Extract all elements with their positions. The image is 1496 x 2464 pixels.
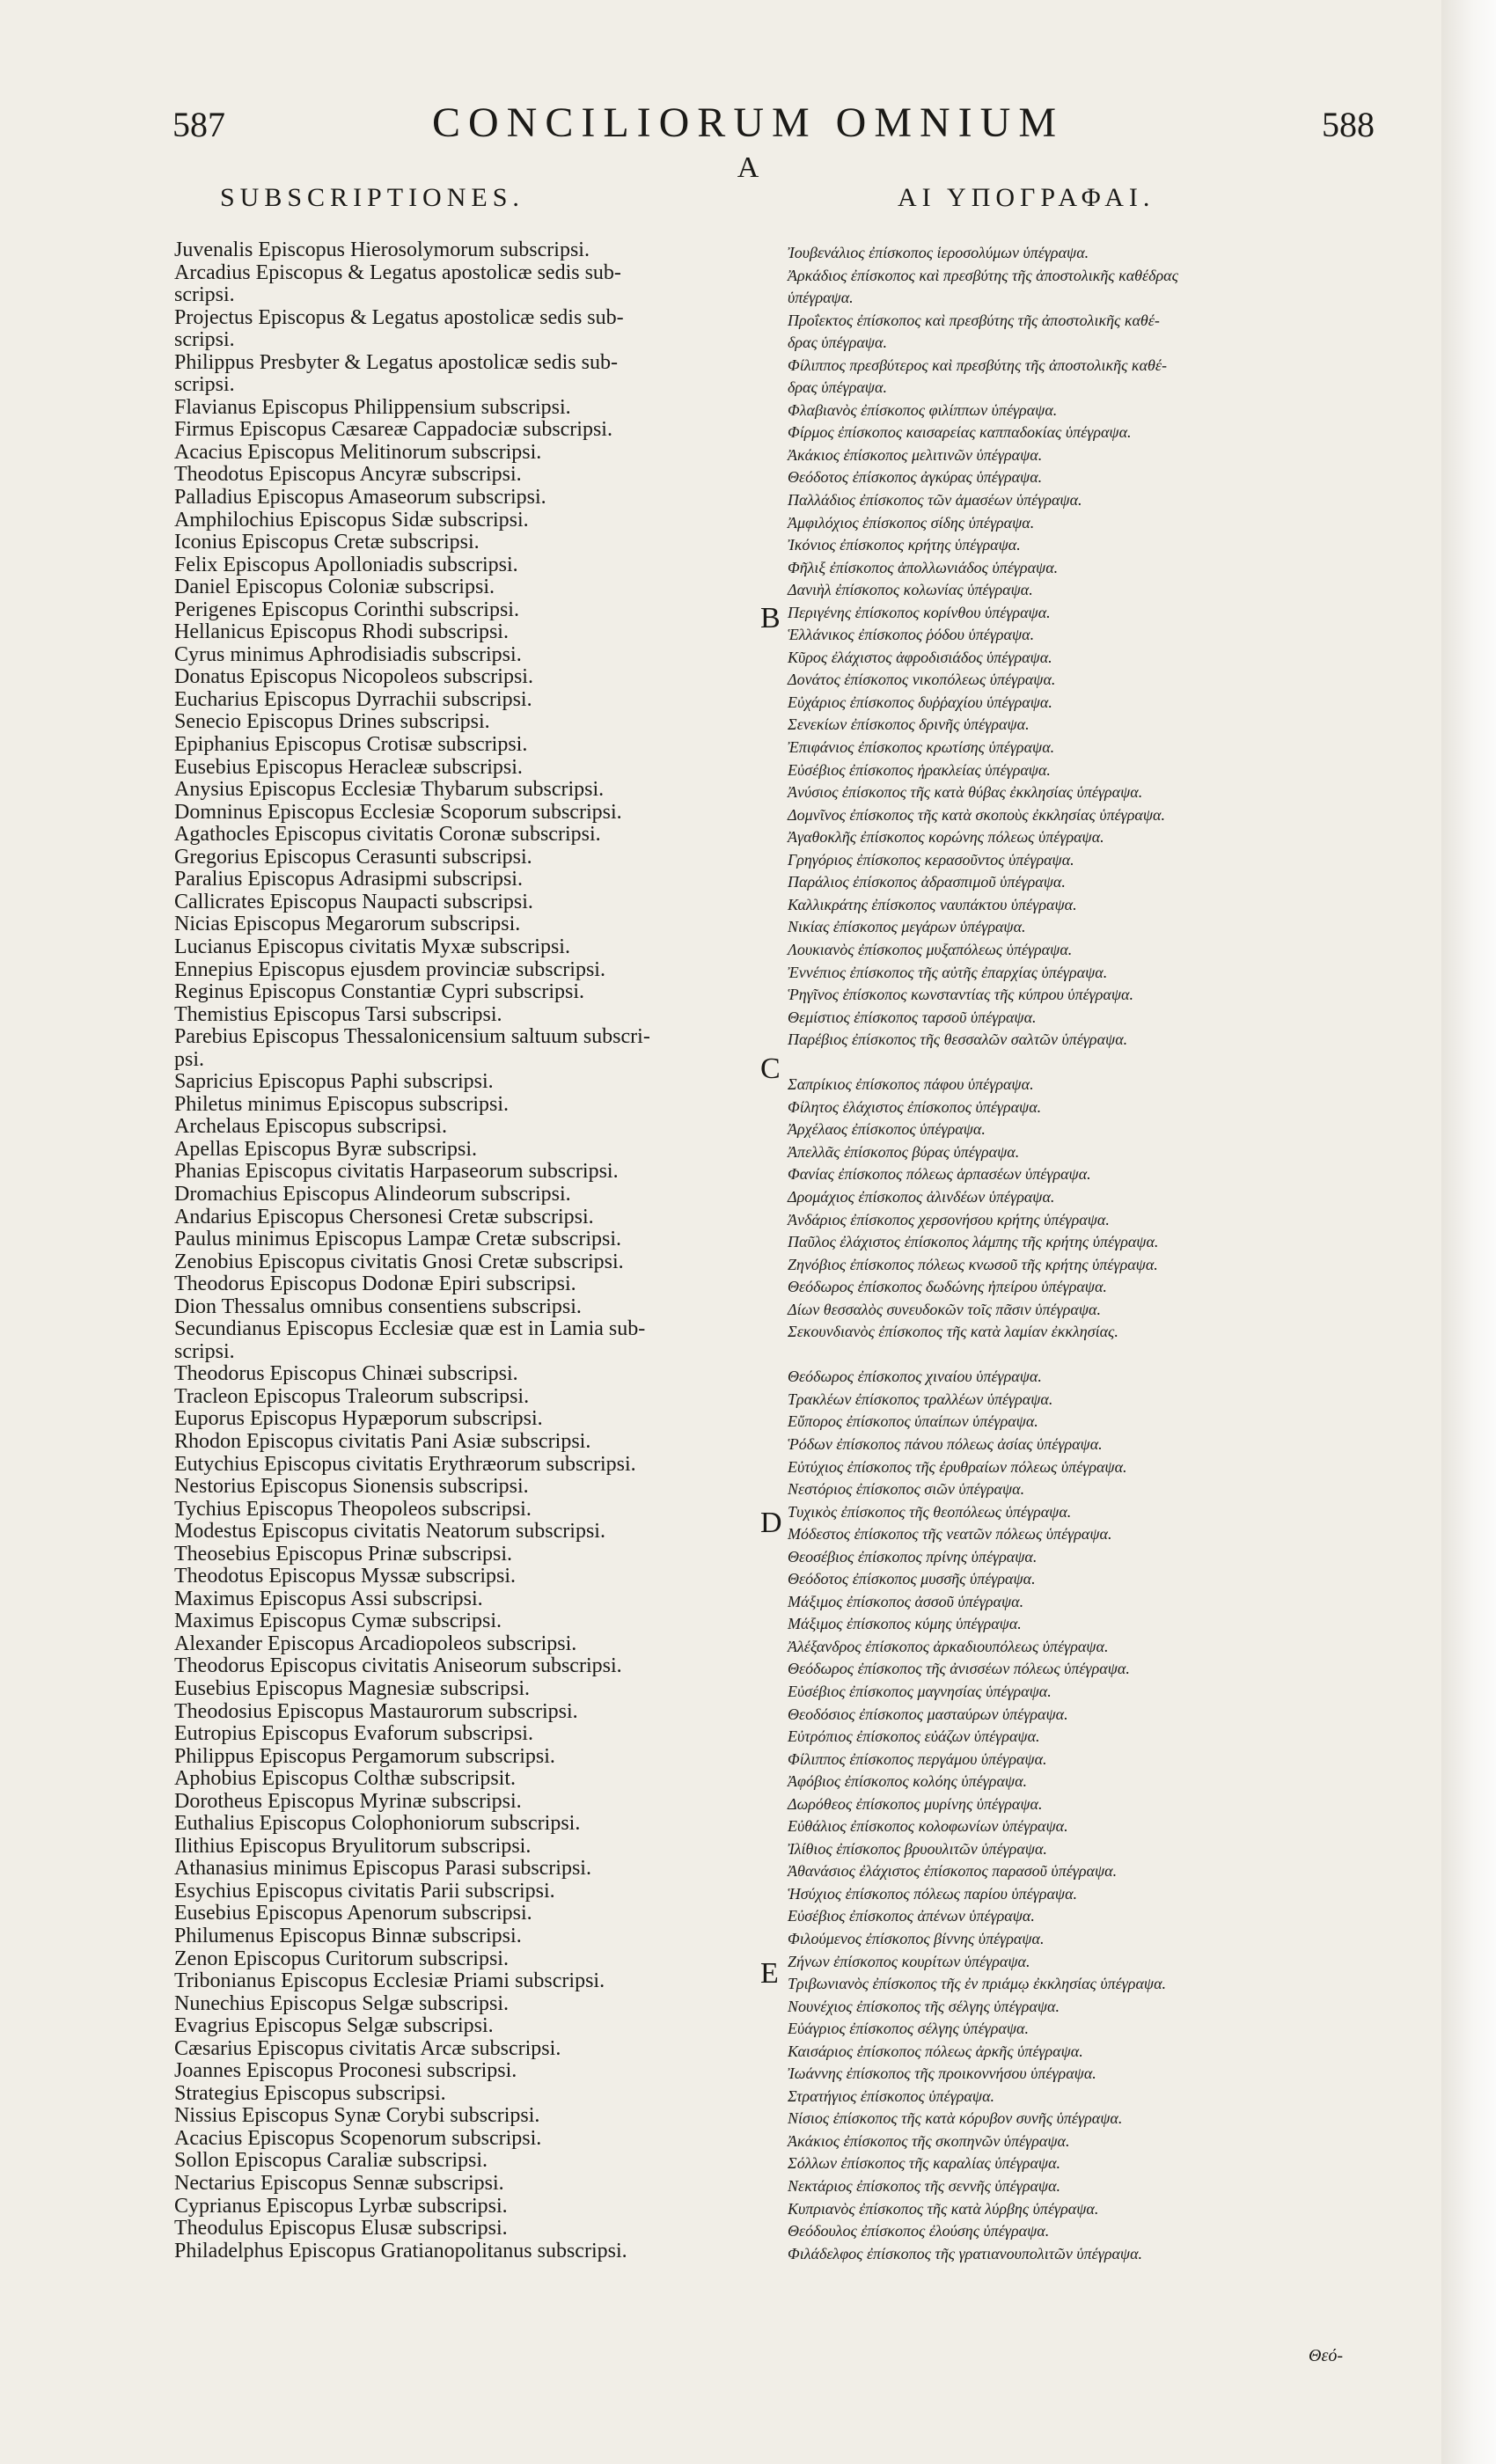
greek-subscription-line: Λουκιανὸς ἐπίσκοπος μυξαπόλεως ὑπέγραψα.	[788, 940, 1073, 958]
latin-subscription-line: Eutropius Episcopus Evaforum subscripsi.	[174, 1722, 533, 1746]
greek-subscription-line: Εὐχάριος ἐπίσκοπος δυῤῥαχίου ὑπέγραψα.	[788, 693, 1052, 711]
greek-subscription-line: Θεόδωρος ἐπίσκοπος χιναίου ὑπέγραψα.	[788, 1368, 1042, 1386]
latin-subscription-line: Donatus Episcopus Nicopoleos subscripsi.	[174, 665, 533, 689]
latin-subscription-line: Dromachius Episcopus Alindeorum subscripsi.	[174, 1182, 571, 1206]
greek-subscription-line: Σενεκίων ἐπίσκοπος δρινῆς ὑπέγραψα.	[788, 715, 1030, 734]
latin-subscription-line: Acacius Episcopus Scopenorum subscripsi.	[174, 2126, 542, 2150]
latin-subscription-line: scripsi.	[174, 373, 235, 397]
latin-subscription-line: Maximus Episcopus Cymæ subscripsi.	[174, 1610, 502, 1633]
latin-subscription-line: scripsi.	[174, 1339, 235, 1363]
latin-subscription-line: Paulus minimus Episcopus Lampæ Cretæ subscripsi.	[174, 1228, 621, 1251]
greek-subscription-line: Τρακλέων ἐπίσκοπος τραλλέων ὑπέγραψα.	[788, 1390, 1053, 1408]
greek-subscription-line: Ἀνδάριος ἐπίσκοπος χερσονήσου κρήτης ὑπέγραψα.	[788, 1210, 1110, 1228]
catchword: Θεό-	[1309, 2346, 1343, 2365]
greek-subscription-line: Καλλικράτης ἐπίσκοπος ναυπάκτου ὑπέγραψα.	[788, 895, 1077, 913]
latin-subscription-line: Epiphanius Episcopus Crotisæ subscripsi.	[174, 733, 528, 757]
greek-subscription-line: Ζηνόβιος ἐπίσκοπος πόλεως κνωσοῦ τῆς κρήτης ὑπέγραψα.	[788, 1255, 1158, 1273]
latin-subscription-line: Secundianus Episcopus Ecclesiæ quæ est in Lamia sub-	[174, 1317, 646, 1341]
page-edge-shadow	[1441, 0, 1496, 2464]
latin-subscription-line: Nicias Episcopus Megarorum subscripsi.	[174, 913, 521, 936]
latin-subscription-line: Aphobius Episcopus Colthæ subscripsit.	[174, 1767, 517, 1791]
latin-subscription-line: Theodorus Episcopus civitatis Aniseorum subscripsi.	[174, 1654, 622, 1678]
page-number-right: 588	[1322, 105, 1375, 144]
greek-subscription-line: Ἀθανάσιος ἐλάχιστος ἐπίσκοπος παρασοῦ ὑπέγραψα.	[788, 1862, 1118, 1881]
latin-subscription-line: Firmus Episcopus Cæsareæ Cappadociæ subscripsi.	[174, 418, 612, 442]
margin-marker-c: C	[760, 1052, 781, 1085]
greek-subscription-line: Δομνῖνος ἐπίσκοπος τῆς κατὰ σκοποὺς ἐκκλησίας ὑπέγραψα.	[788, 805, 1165, 824]
greek-subscription-line: Εὐθάλιος ἐπίσκοπος κολοφωνίων ὑπέγραψα.	[788, 1817, 1068, 1836]
latin-subscription-line: Theosebius Episcopus Prinæ subscripsi.	[174, 1542, 512, 1566]
latin-subscription-line: Felix Episcopus Apolloniadis subscripsi.	[174, 553, 518, 576]
greek-subscription-line: Ζήνων ἐπίσκοπος κουρίτων ὑπέγραψα.	[788, 1952, 1030, 1970]
latin-subscription-line: Lucianus Episcopus civitatis Myxæ subscripsi.	[174, 935, 570, 958]
greek-subscription-line: Καισάριος ἐπίσκοπος πόλεως ἀρκῆς ὑπέγραψα.	[788, 2042, 1083, 2060]
latin-subscription-line: Andarius Episcopus Chersonesi Cretæ subscripsi.	[174, 1205, 594, 1228]
latin-subscription-line: Dion Thessalus omnibus consentiens subscripsi.	[174, 1294, 582, 1318]
latin-subscription-line: Esychius Episcopus civitatis Parii subscripsi.	[174, 1879, 555, 1903]
greek-subscription-line: Θεόδοτος ἐπίσκοπος ἀγκύρας ὑπέγραψα.	[788, 468, 1043, 487]
latin-subscription-line: Reginus Episcopus Constantiæ Cypri subscripsi.	[174, 980, 585, 1004]
latin-subscription-line: scripsi.	[174, 328, 235, 352]
greek-subscription-line: Θεμίστιος ἐπίσκοπος ταρσοῦ ὑπέγραψα.	[788, 1008, 1037, 1026]
greek-subscription-line: Μόδεστος ἐπίσκοπος τῆς νεατῶν πόλεως ὑπέγραψα.	[788, 1525, 1112, 1544]
latin-subscription-line: Philippus Presbyter & Legatus apostolicæ sedis sub-	[174, 350, 618, 374]
greek-subscription-line: Νεστόριος ἐπίσκοπος σιῶν ὑπέγραψα.	[788, 1480, 1025, 1499]
latin-subscription-line: Domninus Episcopus Ecclesiæ Scoporum subscripsi.	[174, 800, 622, 824]
greek-subscription-line: Φιλάδελφος ἐπίσκοπος τῆς γρατιανουπολιτῶν ὑπέγραψα.	[788, 2244, 1143, 2262]
greek-subscription-line: Ἀνύσιος ἐπίσκοπος τῆς κατὰ θύβας ἐκκλησίας ὑπέγραψα.	[788, 783, 1143, 802]
latin-subscription-line: Tracleon Episcopus Traleorum subscripsi.	[174, 1384, 530, 1408]
latin-subscription-line: Nunechius Episcopus Selgæ subscripsi.	[174, 1991, 509, 2015]
greek-subscription-line: Ἀφόβιος ἐπίσκοπος κολόης ὑπέγραψα.	[788, 1772, 1028, 1791]
latin-subscription-line: Cæsarius Episcopus civitatis Arcæ subscripsi.	[174, 2036, 561, 2060]
latin-subscription-line: Philippus Episcopus Pergamorum subscripsi.	[174, 1744, 555, 1768]
latin-subscription-line: Cyprianus Episcopus Lyrbæ subscripsi.	[174, 2194, 508, 2218]
greek-subscription-line: Ἀκάκιος ἐπίσκοπος μελιτινῶν ὑπέγραψα.	[788, 445, 1043, 464]
greek-subscription-line: Θεόδοτος ἐπίσκοπος μυσσῆς ὑπέγραψα.	[788, 1570, 1036, 1588]
greek-subscription-line: Νεκτάριος ἐπίσκοπος τῆς σεννῆς ὑπέγραψα.	[788, 2177, 1061, 2196]
latin-subscription-line: Joannes Episcopus Proconesi subscripsi.	[174, 2059, 517, 2083]
latin-subscription-line: Eucharius Episcopus Dyrrachii subscripsi.	[174, 687, 532, 711]
latin-subscription-line: Daniel Episcopus Coloniæ subscripsi.	[174, 576, 495, 599]
greek-subscription-line: Φίρμος ἐπίσκοπος καισαρείας καππαδοκίας ὑπέγραψα.	[788, 423, 1132, 442]
greek-subscription-line: Εὐάγριος ἐπίσκοπος σέλγης ὑπέγραψα.	[788, 2020, 1029, 2038]
page-number-left: 587	[172, 105, 225, 144]
latin-subscription-line: Theodotus Episcopus Myssæ subscripsi.	[174, 1565, 517, 1588]
greek-subscription-line: Γρηγόριος ἐπίσκοπος κερασοῦντος ὑπέγραψα.	[788, 850, 1074, 869]
latin-subscription-line: Eusebius Episcopus Heracleæ subscripsi.	[174, 755, 523, 779]
latin-subscription-line: Flavianus Episcopus Philippensium subscripsi.	[174, 395, 571, 419]
latin-subscription-line: Dorotheus Episcopus Myrinæ subscripsi.	[174, 1789, 522, 1813]
latin-subscription-line: Philetus minimus Episcopus subscripsi.	[174, 1092, 510, 1116]
greek-subscription-line: Δρομάχιος ἐπίσκοπος ἀλινδέων ὑπέγραψα.	[788, 1187, 1055, 1206]
greek-subscription-line: Ἀρχέλαος ἐπίσκοπος ὑπέγραψα.	[788, 1120, 986, 1139]
latin-subscription-line: Theodosius Episcopus Mastaurorum subscripsi.	[174, 1699, 578, 1723]
greek-subscription-line: Φιλούμενος ἐπίσκοπος βίννης ὑπέγραψα.	[788, 1930, 1045, 1948]
latin-subscription-line: Projectus Episcopus & Legatus apostolicæ sedis sub-	[174, 305, 624, 329]
latin-subscription-line: Eusebius Episcopus Magnesiæ subscripsi.	[174, 1677, 530, 1700]
greek-subscription-line: Ἀμφιλόχιος ἐπίσκοπος σίδης ὑπέγραψα.	[788, 513, 1035, 532]
latin-subscription-line: Euthalius Episcopus Colophoniorum subscripsi.	[174, 1812, 581, 1836]
latin-subscription-line: Philadelphus Episcopus Gratianopolitanus subscripsi.	[174, 2239, 627, 2262]
latin-subscription-line: Palladius Episcopus Amaseorum subscripsi.	[174, 486, 546, 510]
greek-subscription-line: Θεόδωρος ἐπίσκοπος τῆς ἀνισσέων πόλεως ὑπέγραψα.	[788, 1660, 1130, 1678]
latin-subscription-line: Acacius Episcopus Melitinorum subscripsi.	[174, 440, 542, 464]
latin-subscription-line: Themistius Episcopus Tarsi subscripsi.	[174, 1002, 502, 1026]
margin-marker-e: E	[760, 1957, 779, 1990]
greek-subscription-line: Σόλλων ἐπίσκοπος τῆς καραλίας ὑπέγραψα.	[788, 2154, 1061, 2173]
latin-subscription-line: Theodorus Episcopus Dodonæ Epiri subscripsi.	[174, 1272, 576, 1296]
latin-column	[174, 239, 746, 2262]
latin-subscription-line: Maximus Episcopus Assi subscripsi.	[174, 1587, 483, 1610]
column-gap	[788, 1344, 1368, 1367]
greek-subscription-line: Νικίας ἐπίσκοπος μεγάρων ὑπέγραψα.	[788, 918, 1026, 936]
latin-subscription-line: Evagrius Episcopus Selgæ subscripsi.	[174, 2014, 494, 2038]
greek-subscription-line: Στρατήγιος ἐπίσκοπος ὑπέγραψα.	[788, 2086, 995, 2105]
greek-subscription-line: Ἰκόνιος ἐπίσκοπος κρήτης ὑπέγραψα.	[788, 536, 1021, 554]
greek-subscription-line: Παράλιος ἐπίσκοπος ἀδρασπιμοῦ ὑπέγραψα.	[788, 873, 1066, 891]
latin-subscription-line: Tychius Episcopus Theopoleos subscripsi.	[174, 1497, 532, 1521]
greek-subscription-line: Σεκουνδιανὸς ἐπίσκοπος τῆς κατὰ λαμίαν ἐκκλησίας.	[788, 1323, 1118, 1341]
greek-subscription-line: Εὐτρόπιος ἐπίσκοπος εὐάζων ὑπέγραψα.	[788, 1727, 1040, 1746]
running-title: CONCILIORUM OMNIUM	[431, 99, 1064, 146]
greek-subscription-line: Ἀκάκιος ἐπίσκοπος τῆς σκοπηνῶν ὑπέγραψα.	[788, 2131, 1070, 2150]
greek-subscription-line: Δίων θεσσαλὸς συνευδοκῶν τοῖς πᾶσιν ὑπέγραψα.	[788, 1300, 1101, 1318]
latin-subscription-line: Theodorus Episcopus Chinæi subscripsi.	[174, 1362, 518, 1386]
greek-subscription-line: Τυχικὸς ἐπίσκοπος τῆς θεοπόλεως ὑπέγραψα.	[788, 1502, 1072, 1521]
greek-subscription-line: Παρέβιος ἐπίσκοπος τῆς θεσσαλῶν σαλτῶν ὑπέγραψα.	[788, 1030, 1128, 1049]
latin-subscription-line: Cyrus minimus Aphrodisiadis subscripsi.	[174, 642, 522, 666]
margin-marker-d: D	[760, 1507, 782, 1539]
latin-subscription-line: Euporus Episcopus Hypæporum subscripsi.	[174, 1407, 543, 1431]
greek-subscription-line: Θεόδουλος ἐπίσκοπος ἐλούσης ὑπέγραψα.	[788, 2222, 1050, 2240]
latin-subscription-line: Agathocles Episcopus civitatis Coronæ subscripsi.	[174, 823, 601, 847]
greek-subscription-line: Κυπριανὸς ἐπίσκοπος τῆς κατὰ λύρβης ὑπέγραψα.	[788, 2199, 1099, 2218]
latin-subscription-line: Phanias Episcopus civitatis Harpaseorum subscripsi.	[174, 1160, 619, 1184]
greek-subscription-line: δρας ὑπέγραψα.	[788, 378, 887, 397]
greek-subscription-line: Νουνέχιος ἐπίσκοπος τῆς σέλγης ὑπέγραψα.	[788, 1997, 1060, 2015]
latin-subscription-line: Paralius Episcopus Adrasipmi subscripsi.	[174, 868, 523, 891]
greek-subscription-line: Κῦρος ἐλάχιστος ἀφροδισιάδος ὑπέγραψα.	[788, 648, 1052, 666]
latin-subscription-line: Sollon Episcopus Caraliæ subscripsi.	[174, 2149, 488, 2173]
latin-subscription-line: Ennepius Episcopus ejusdem provinciæ subscripsi.	[174, 957, 605, 981]
greek-subscription-line: Προΐεκτος ἐπίσκοπος καὶ πρεσβύτης τῆς ἀποστολικῆς καθέ-	[788, 311, 1160, 329]
latin-subscription-line: Theodulus Episcopus Elusæ subscripsi.	[174, 2217, 508, 2240]
latin-subscription-line: Anysius Episcopus Ecclesiæ Thybarum subscripsi.	[174, 778, 605, 802]
greek-subscription-line: Φλαβιανὸς ἐπίσκοπος φιλίππων ὑπέγραψα.	[788, 400, 1058, 419]
greek-subscription-line: Ἀγαθοκλῆς ἐπίσκοπος κορώνης πόλεως ὑπέγραψα.	[788, 828, 1104, 847]
greek-subscription-line: Ἐννέπιος ἐπίσκοπος τῆς αὐτῆς ἐπαρχίας ὑπέγραψα.	[788, 963, 1108, 981]
greek-subscription-line: Περιγένης ἐπίσκοπος κορίνθου ὑπέγραψα.	[788, 603, 1051, 621]
latin-subscription-line: psi.	[174, 1047, 205, 1071]
greek-subscription-line: Ἀρκάδιος ἐπίσκοπος καὶ πρεσβύτης τῆς ἀποστολικῆς καθέδρας	[788, 266, 1178, 284]
greek-subscription-line: Ἀλέξανδρος ἐπίσκοπος ἀρκαδιουπόλεως ὑπέγραψα.	[788, 1637, 1109, 1655]
latin-subscription-line: Apellas Episcopus Byræ subscripsi.	[174, 1137, 477, 1161]
greek-subscription-line: δρας ὑπέγραψα.	[788, 334, 887, 352]
greek-subscription-line: Φανίας ἐπίσκοπος πόλεως ἁρπασέων ὑπέγραψα.	[788, 1165, 1091, 1184]
latin-subscription-line: Ilithius Episcopus Bryulitorum subscripsi.	[174, 1834, 532, 1858]
greek-subscription-line: Φίλητος ἐλάχιστος ἐπίσκοπος ὑπέγραψα.	[788, 1097, 1042, 1116]
margin-marker-b: B	[760, 602, 781, 634]
greek-subscription-line: Παλλάδιος ἐπίσκοπος τῶν ἀμασέων ὑπέγραψα.	[788, 491, 1082, 510]
latin-subscription-line: Athanasius minimus Episcopus Parasi subscripsi.	[174, 1857, 591, 1881]
greek-subscription-line: Θεόδωρος ἐπίσκοπος δωδώνης ἠπείρου ὑπέγραψα.	[788, 1278, 1107, 1296]
greek-subscription-line: Εὐσέβιος ἐπίσκοπος ἀπένων ὑπέγραψα.	[788, 1907, 1035, 1925]
greek-subscription-line: Ῥηγῖνος ἐπίσκοπος κωνσταντίας τῆς κύπρου ὑπέγραψα.	[788, 986, 1133, 1004]
latin-subscription-line: Juvenalis Episcopus Hierosolymorum subscripsi.	[174, 238, 590, 261]
latin-subscription-line: Eutychius Episcopus civitatis Erythræorum subscripsi.	[174, 1452, 636, 1476]
greek-subscription-line: Εὐσέβιος ἐπίσκοπος ἡρακλείας ὑπέγραψα.	[788, 760, 1051, 779]
greek-subscription-line: Φῆλιξ ἐπίσκοπος ἀπολλωνιάδος ὑπέγραψα.	[788, 558, 1059, 576]
latin-subscription-line: Arcadius Episcopus & Legatus apostolicæ sedis sub-	[174, 260, 621, 284]
latin-subscription-line: Iconius Episcopus Cretæ subscripsi.	[174, 531, 480, 554]
latin-subscription-line: Senecio Episcopus Drines subscripsi.	[174, 710, 490, 734]
greek-subscription-line: Εὔπορος ἐπίσκοπος ὑπαίπων ὑπέγραψα.	[788, 1412, 1038, 1431]
heading-latin: SUBSCRIPTIONES.	[220, 183, 524, 212]
latin-subscription-line: Archelaus Episcopus subscripsi.	[174, 1115, 447, 1139]
greek-subscription-line: Δονάτος ἐπίσκοπος νικοπόλεως ὑπέγραψα.	[788, 671, 1056, 689]
greek-subscription-line: Ἰλίθιος ἐπίσκοπος βρυουλιτῶν ὑπέγραψα.	[788, 1839, 1047, 1858]
greek-subscription-line: Εὐσέβιος ἐπίσκοπος μαγνησίας ὑπέγραψα.	[788, 1683, 1052, 1700]
greek-column	[788, 242, 1368, 2265]
latin-subscription-line: Nestorius Episcopus Sionensis subscripsi.	[174, 1475, 529, 1499]
greek-subscription-line: ὑπέγραψα.	[788, 289, 854, 307]
latin-subscription-line: Perigenes Episcopus Corinthi subscripsi.	[174, 598, 519, 621]
latin-subscription-line: Eusebius Episcopus Apenorum subscripsi.	[174, 1902, 532, 1925]
latin-subscription-line: Alexander Episcopus Arcadiopoleos subscripsi.	[174, 1632, 577, 1655]
latin-subscription-line: Nissius Episcopus Synæ Corybi subscripsi.	[174, 2104, 540, 2128]
greek-subscription-line: Ἐπιφάνιος ἐπίσκοπος κρωτίσης ὑπέγραψα.	[788, 738, 1055, 757]
greek-subscription-line: Θεοσέβιος ἐπίσκοπος πρίνης ὑπέγραψα.	[788, 1547, 1038, 1566]
greek-subscription-line: Εὐτύχιος ἐπίσκοπος τῆς ἐρυθραίων πόλεως ὑπέγραψα.	[788, 1457, 1127, 1476]
greek-subscription-line: Δανιὴλ ἐπίσκοπος κολωνίας ὑπέγραψα.	[788, 581, 1033, 599]
latin-subscription-line: Sapricius Episcopus Paphi subscripsi.	[174, 1070, 494, 1094]
latin-subscription-line: Callicrates Episcopus Naupacti subscripsi.	[174, 890, 533, 913]
greek-subscription-line: Ἀπελλᾶς ἐπίσκοπος βύρας ὑπέγραψα.	[788, 1142, 1020, 1161]
greek-subscription-line: Ἑλλάνικος ἐπίσκοπος ῥόδου ὑπέγραψα.	[788, 626, 1035, 644]
greek-subscription-line: Τριβωνιανὸς ἐπίσκοπος τῆς ἐν πριάμῳ ἐκκλησίας ὑπέγραψα.	[788, 1975, 1167, 1993]
latin-subscription-line: Hellanicus Episcopus Rhodi subscripsi.	[174, 620, 509, 644]
signature-mark: A	[737, 151, 759, 184]
latin-subscription-line: Zenon Episcopus Curitorum subscripsi.	[174, 1947, 509, 1970]
greek-subscription-line: Παῦλος ἐλάχιστος ἐπίσκοπος λάμπης τῆς κρήτης ὑπέγραψα.	[788, 1233, 1159, 1251]
latin-subscription-line: Nectarius Episcopus Sennæ subscripsi.	[174, 2172, 504, 2196]
greek-subscription-line: Νίσιος ἐπίσκοπος τῆς κατὰ κόρυβον συνῆς ὑπέγραψα.	[788, 2109, 1123, 2128]
greek-subscription-line: Μάξιμος ἐπίσκοπος κύμης ὑπέγραψα.	[788, 1615, 1022, 1633]
latin-subscription-line: Rhodon Episcopus civitatis Pani Asiæ subscripsi.	[174, 1429, 591, 1453]
latin-subscription-line: Theodotus Episcopus Ancyræ subscripsi.	[174, 463, 522, 487]
column-gap	[788, 1052, 1368, 1074]
latin-subscription-line: Modestus Episcopus civitatis Neatorum subscripsi.	[174, 1520, 605, 1544]
greek-subscription-line: Ἰωάννης ἐπίσκοπος τῆς προικοννήσου ὑπέγραψα.	[788, 2064, 1096, 2083]
greek-subscription-line: Δωρόθεος ἐπίσκοπος μυρίνης ὑπέγραψα.	[788, 1794, 1043, 1813]
latin-subscription-line: Amphilochius Episcopus Sidæ subscripsi.	[174, 508, 529, 532]
greek-subscription-line: Ἰουβενάλιος ἐπίσκοπος ἱεροσολύμων ὑπέγραψα.	[788, 244, 1089, 261]
greek-subscription-line: Μάξιμος ἐπίσκοπος ἀσσοῦ ὑπέγραψα.	[788, 1592, 1024, 1610]
greek-subscription-line: Φίλιππος ἐπίσκοπος περγάμου ὑπέγραψα.	[788, 1749, 1047, 1768]
greek-subscription-line: Σαπρίκιος ἐπίσκοπος πάφου ὑπέγραψα.	[788, 1075, 1034, 1094]
greek-subscription-line: Φίλιππος πρεσβύτερος καὶ πρεσβύτης τῆς ἀποστολικῆς καθέ-	[788, 356, 1167, 374]
latin-subscription-line: Zenobius Episcopus civitatis Gnosi Cretæ subscripsi.	[174, 1250, 624, 1273]
heading-greek: ΑΙ ΥΠΟΓΡΑΦΑΙ.	[898, 183, 1155, 212]
latin-subscription-line: Philumenus Episcopus Binnæ subscripsi.	[174, 1925, 522, 1948]
latin-subscription-line: Tribonianus Episcopus Ecclesiæ Priami subscripsi.	[174, 1969, 605, 1993]
latin-subscription-line: Gregorius Episcopus Cerasunti subscripsi.	[174, 845, 532, 869]
greek-subscription-line: Ἡσύχιος ἐπίσκοπος πόλεως παρίου ὑπέγραψα.	[788, 1884, 1078, 1903]
latin-subscription-line: scripsi.	[174, 283, 235, 307]
latin-subscription-line: Parebius Episcopus Thessalonicensium saltuum subscri-	[174, 1025, 650, 1049]
greek-subscription-line: Θεοδόσιος ἐπίσκοπος μασταύρων ὑπέγραψα.	[788, 1705, 1068, 1723]
greek-subscription-line: Ῥόδων ἐπίσκοπος πάνου πόλεως ἀσίας ὑπέγραψα.	[788, 1434, 1103, 1453]
latin-subscription-line: Strategius Episcopus subscripsi.	[174, 2081, 446, 2105]
